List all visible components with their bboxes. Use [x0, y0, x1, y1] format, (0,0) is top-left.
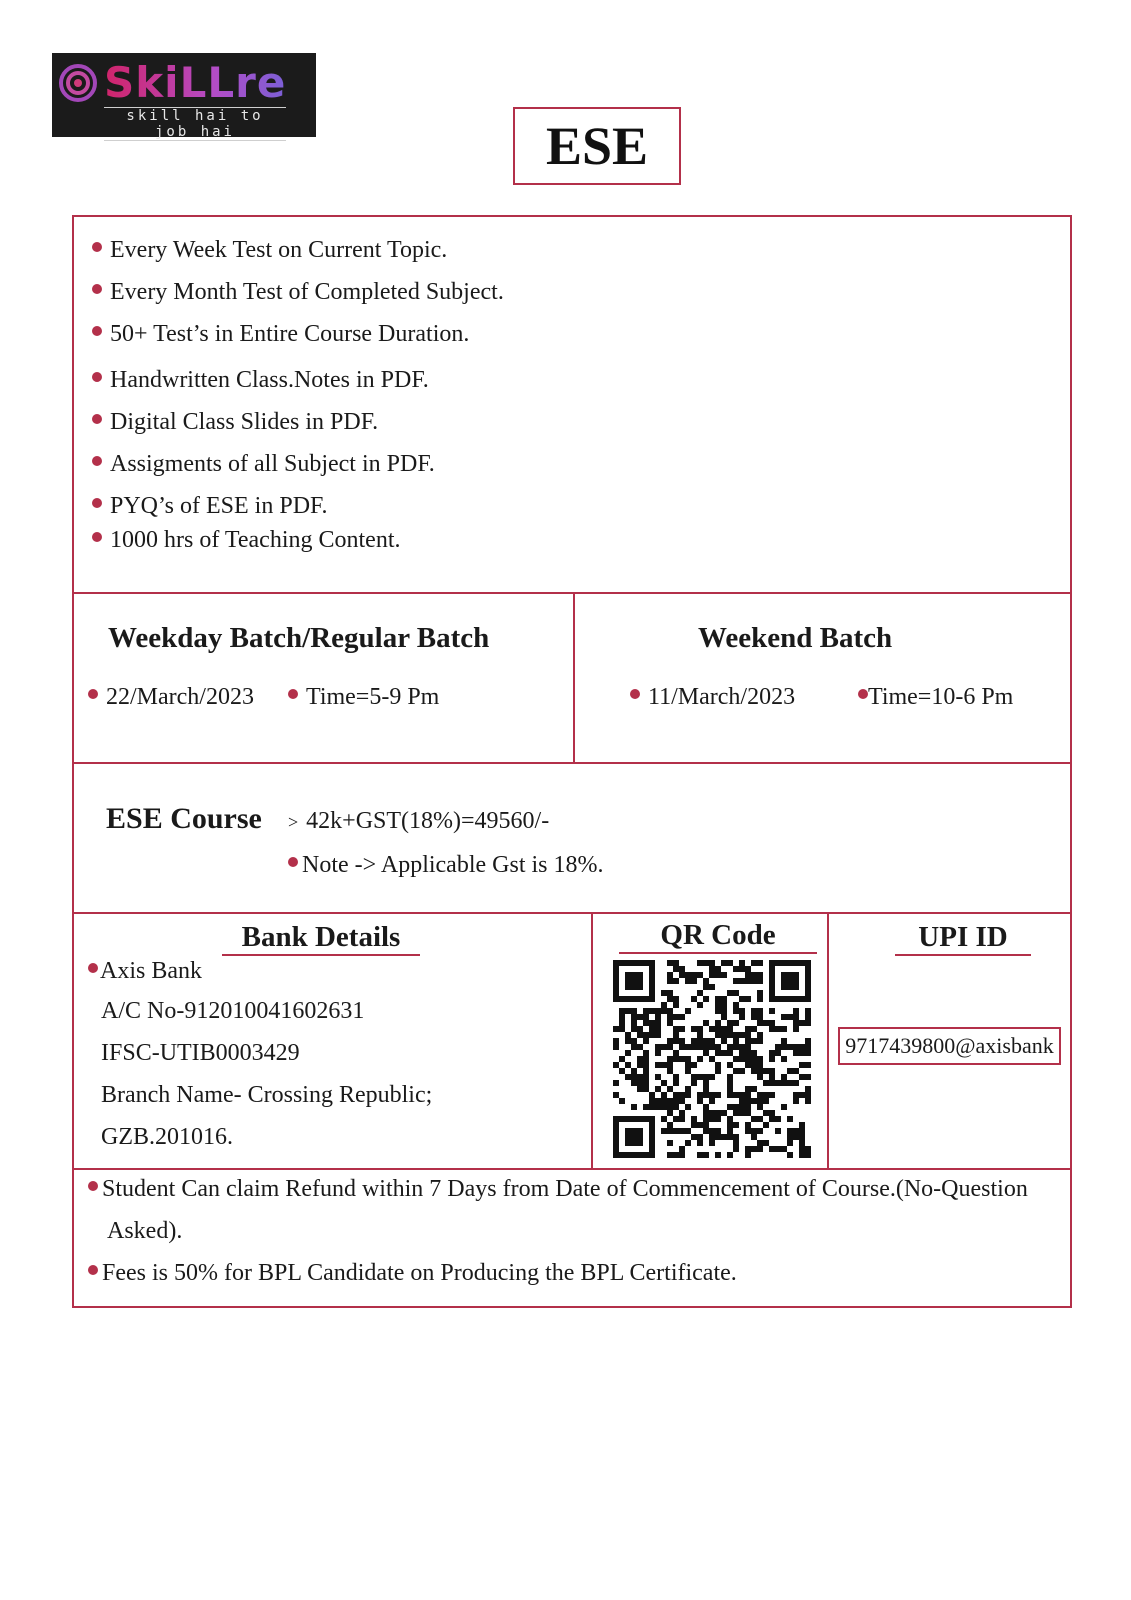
qr-code-image: [613, 960, 811, 1158]
list-item: [92, 526, 401, 554]
list-item: [92, 450, 435, 478]
bullet-icon: [92, 242, 102, 252]
divider: [72, 1168, 1072, 1170]
list-item: [92, 320, 469, 348]
list-item: [92, 408, 378, 436]
divider: [591, 912, 593, 1169]
upi-id-title: UPI ID: [895, 920, 1031, 956]
bullet-icon: [92, 456, 102, 466]
list-item: [92, 492, 327, 520]
divider: [72, 912, 1072, 914]
bank-city: GZB.201016.: [101, 1124, 233, 1150]
date-text: 11/March/2023: [648, 684, 796, 710]
bullet-icon: [92, 414, 102, 424]
qr-code-title: QR Code: [619, 918, 817, 954]
weekend-batch-title: Weekend Batch: [698, 622, 893, 654]
list-item: [92, 366, 429, 394]
time-text: Time=5-9 Pm: [306, 684, 440, 710]
refund-text: Student Can claim Refund within 7 Days from Date of Commencement of Course.(No-Question: [102, 1176, 1028, 1202]
upi-id-value: 9717439800@axisbank: [838, 1027, 1061, 1065]
note-text: Note -> Applicable Gst is 18%.: [302, 852, 604, 878]
bullet-icon: [288, 857, 298, 867]
logo-wordmark: SkiLLre: [104, 58, 287, 107]
bullet-icon: [92, 372, 102, 382]
list-item: [92, 278, 504, 306]
weekday-batch-title: Weekday Batch/Regular Batch: [108, 622, 490, 654]
bullet-icon: [858, 689, 868, 699]
refund-note-cont: Asked).: [107, 1218, 183, 1244]
divider: [72, 762, 1072, 764]
weekend-batch-time: [858, 684, 1013, 711]
feature-text: Every Week Test on Current Topic.: [110, 237, 448, 263]
bank-details-title: Bank Details: [222, 920, 420, 956]
bullet-icon: [92, 498, 102, 508]
course-title: ESE Course: [106, 802, 262, 835]
brand-logo: [52, 53, 316, 140]
price-text: 42k+GST(18%)=49560/-: [306, 808, 550, 834]
refund-note: [88, 1176, 1028, 1203]
bullet-icon: [88, 689, 98, 699]
bullet-icon: [288, 689, 298, 699]
bullet-icon: [92, 326, 102, 336]
weekday-batch-date: [88, 684, 254, 711]
feature-text: Assigments of all Subject in PDF.: [110, 451, 435, 477]
weekend-batch-date: [630, 684, 795, 711]
course-note: [288, 852, 604, 879]
bank-account: A/C No-912010041602631: [101, 998, 365, 1024]
bank-name-text: Axis Bank: [100, 958, 202, 984]
page-title: ESE: [513, 107, 681, 185]
swirl-icon: [58, 63, 98, 103]
bullet-icon: [92, 532, 102, 542]
bank-name: [88, 958, 202, 985]
feature-text: Digital Class Slides in PDF.: [110, 409, 379, 435]
time-text: Time=10-6 Pm: [868, 684, 1014, 710]
bullet-icon: [88, 1265, 98, 1275]
feature-text: 50+ Test’s in Entire Course Duration.: [110, 321, 470, 347]
feature-text: Every Month Test of Completed Subject.: [110, 279, 504, 305]
feature-text: 1000 hrs of Teaching Content.: [110, 527, 401, 553]
divider: [573, 592, 575, 763]
feature-text: PYQ’s of ESE in PDF.: [110, 493, 328, 519]
bank-branch: Branch Name- Crossing Republic;: [101, 1082, 433, 1108]
bpl-note: [88, 1260, 737, 1287]
weekday-batch-time: [288, 684, 439, 711]
course-price: [288, 808, 549, 835]
bpl-text: Fees is 50% for BPL Candidate on Producing the BPL Certificate.: [102, 1260, 737, 1286]
bullet-icon: [92, 284, 102, 294]
logo-tagline: skill hai to job hai: [104, 107, 286, 141]
bullet-icon: [88, 963, 98, 973]
feature-text: Handwritten Class.Notes in PDF.: [110, 367, 429, 393]
bank-ifsc: IFSC-UTIB0003429: [101, 1040, 300, 1066]
divider: [827, 912, 829, 1169]
date-text: 22/March/2023: [106, 684, 254, 710]
bullet-icon: [630, 689, 640, 699]
arrow-icon: >: [288, 812, 299, 832]
list-item: [92, 236, 447, 264]
bullet-icon: [88, 1181, 98, 1191]
divider: [72, 592, 1072, 594]
